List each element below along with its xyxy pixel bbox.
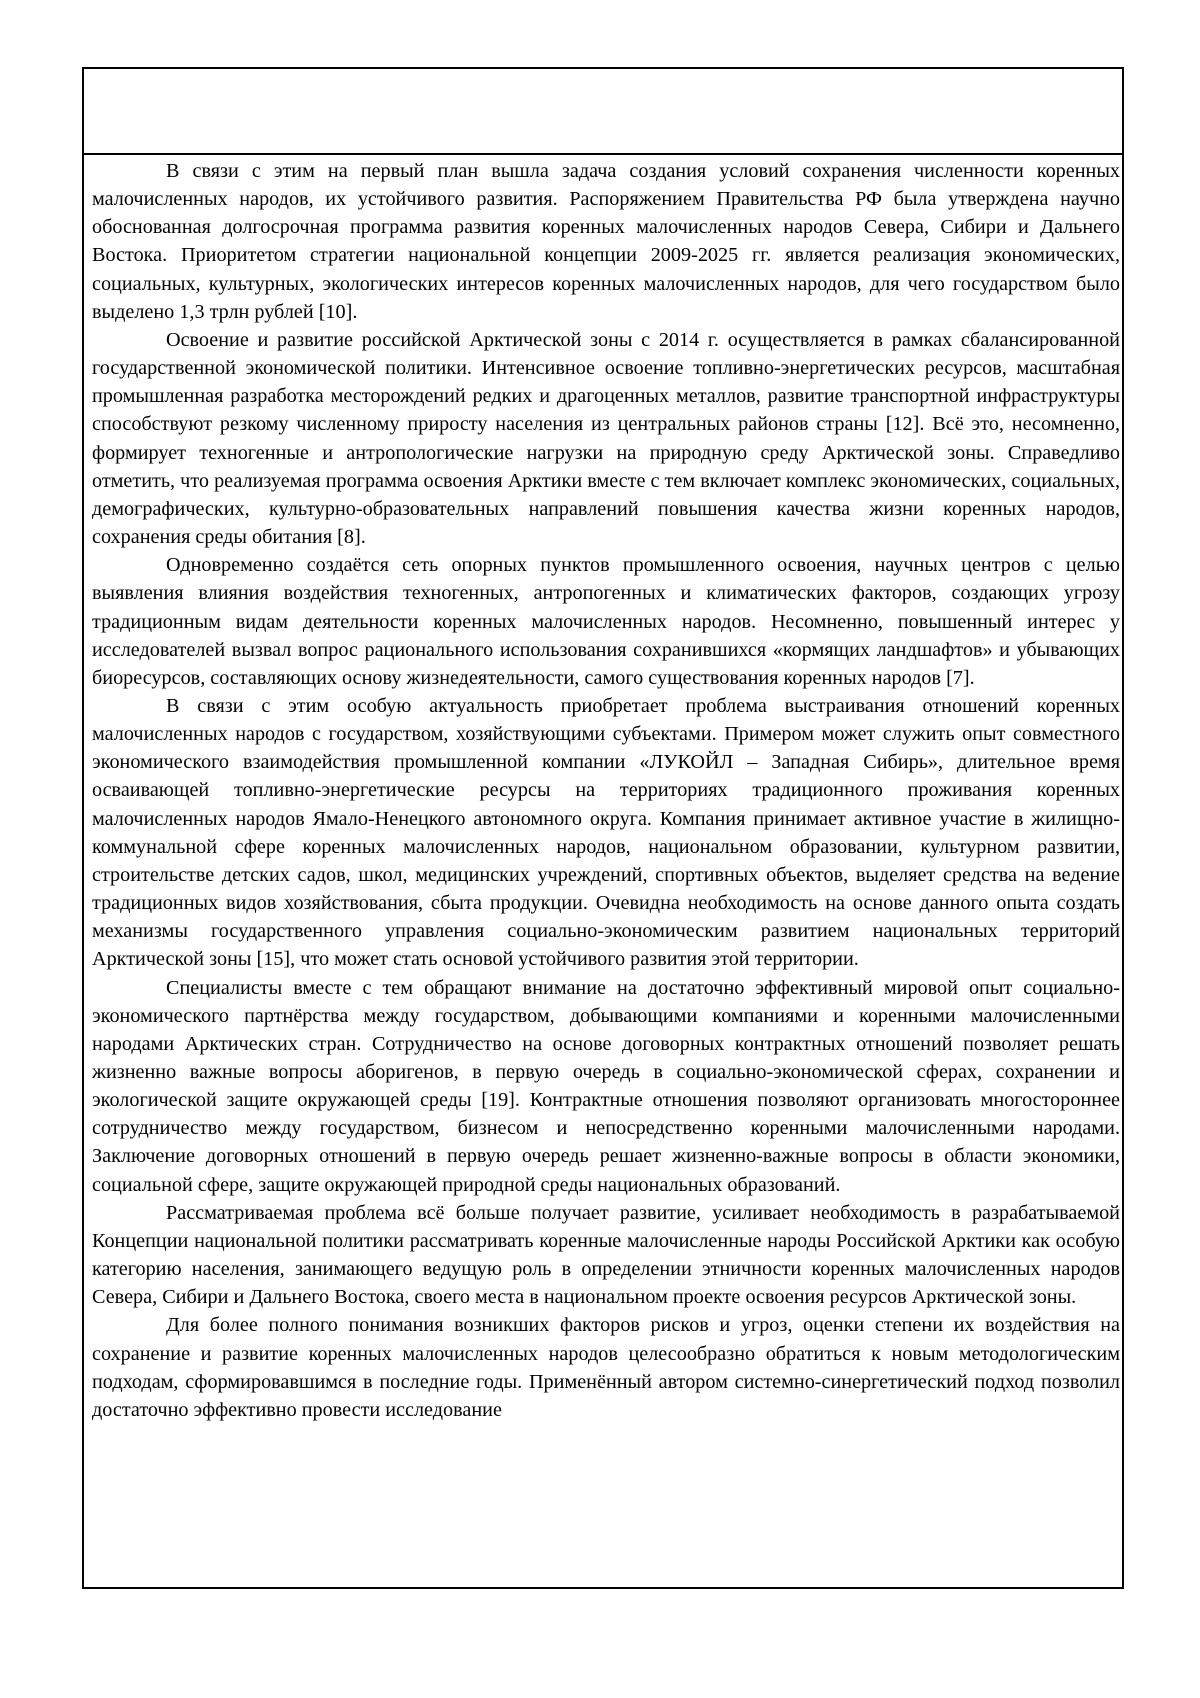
paragraph-7: Для более полного понимания возникших факторов рисков и угроз, оценки степени их воздействия на сохранение и развитие коренных малочисленных народов целесообразно обратиться к новым методологическим подходам, сформировавшимся в последние годы. Применённый автором системно-синергетический подход позволил достаточно эффективно провести исследование (92, 1314, 1120, 1421)
paragraph-1: В связи с этим на первый план вышла задача создания условий сохранения численности коренных малочисленных народов, их устойчивого развития. Распоряжением Правительства РФ была утверждена научно обоснованная долгосрочная программа развития коренных малочисленных народов Севера, Сибири и Дальнего Востока. Приоритетом стратегии национальной концепции 2009-2025 гг. является реализация экономических, социальных, культурных, экологических интересов коренных малочисленных народов, для чего государством было выделено 1,3 трлн рублей [10]. (92, 160, 1120, 323)
paragraph-6: Рассматриваемая проблема всё больше получает развитие, усиливает необходимость в разрабатываемой Концепции национальной политики рассматривать коренные малочисленные народы Российской Арктики как особую категорию населения, занимающего ведущую роль в определении этничности коренных малочисленных народов Севера, Сибири и Дальнего Востока, своего места в национальном проекте освоения ресурсов Арктической зоны. (92, 1201, 1120, 1309)
page-frame (82, 67, 1124, 1589)
body-text (92, 157, 1120, 1587)
paragraph-3: Одновременно создаётся сеть опорных пунктов промышленного освоения, научных центров с целью выявления влияния воздействия техногенных, антропогенных и климатических факторов, создающих угрозу традиционным видам деятельности коренных малочисленных народов. Несомненно, повышенный интерес у исследователей вызвал вопрос рационального использования сохранившихся «кормящих ландшафтов» и убывающих биоресурсов, составляющих основу жизнедеятельности, самого существования коренных народов [7]. (92, 554, 1120, 689)
paragraph-2: Освоение и развитие российской Арктической зоны с 2014 г. осуществляется в рамках сбалансированной государственной экономической политики. Интенсивное освоение топливно-энергетических ресурсов, масштабная промышленная разработка месторождений редких и драгоценных металлов, развитие транспортной инфраструктуры способствуют резкому численному приросту населения из центральных районов страны [12]. Всё это, несомненно, формирует техногенные и антропологические нагрузки на природную среду Арктической зоны. Справедливо отметить, что реализуемая программа освоения Арктики вместе с тем включает комплекс экономических, социальных, демографических, культурно-образовательных направлений повышения качества жизни коренных народов, сохранения среды обитания [8]. (92, 328, 1120, 549)
paragraph-5: Специалисты вместе с тем обращают внимание на достаточно эффективный мировой опыт социально-экономического партнёрства между государством, добывающими компаниями и коренными малочисленными народами Арктических стран. Сотрудничество на основе договорных контрактных отношений позволяет решать жизненно важные вопросы аборигенов, в первую очередь в социально-экономической сферах, сохранении и экологической защите окружающей среды [19]. Контрактные отношения позволяют организовать многостороннее сотрудничество между государством, бизнесом и непосредственно коренными малочисленными народами. Заключение договорных отношений в первую очередь решает жизненно-важные вопросы в области экономики, социальной сфере, защите окружающей природной среды национальных образований. (92, 976, 1120, 1196)
paragraph-4: В связи с этим особую актуальность приобретает проблема выстраивания отношений коренных малочисленных народов с государством, хозяйствующими субъектами. Примером может служить опыт совместного экономического взаимодействия промышленной компании «ЛУКОЙЛ – Западная Сибирь», длительное время осваивающей топливно-энергетические ресурсы на территориях традиционного проживания коренных малочисленных народов Ямало-Ненецкого автономного округа. Компания принимает активное участие в жилищно-коммунальной сфере коренных малочисленных народов, национальном образовании, культурном развитии, строительстве детских садов, школ, медицинских учреждений, спортивных объектов, выделяет средства на ведение традиционных видов хозяйствования, сбыта продукции. Очевидна необходимость на основе данного опыта создать механизмы государственного управления социально-экономическим развитием национальных территорий Арктической зоны [15], что может стать основой устойчивого развития этой территории. (92, 694, 1120, 971)
empty-header-box (84, 69, 1122, 155)
